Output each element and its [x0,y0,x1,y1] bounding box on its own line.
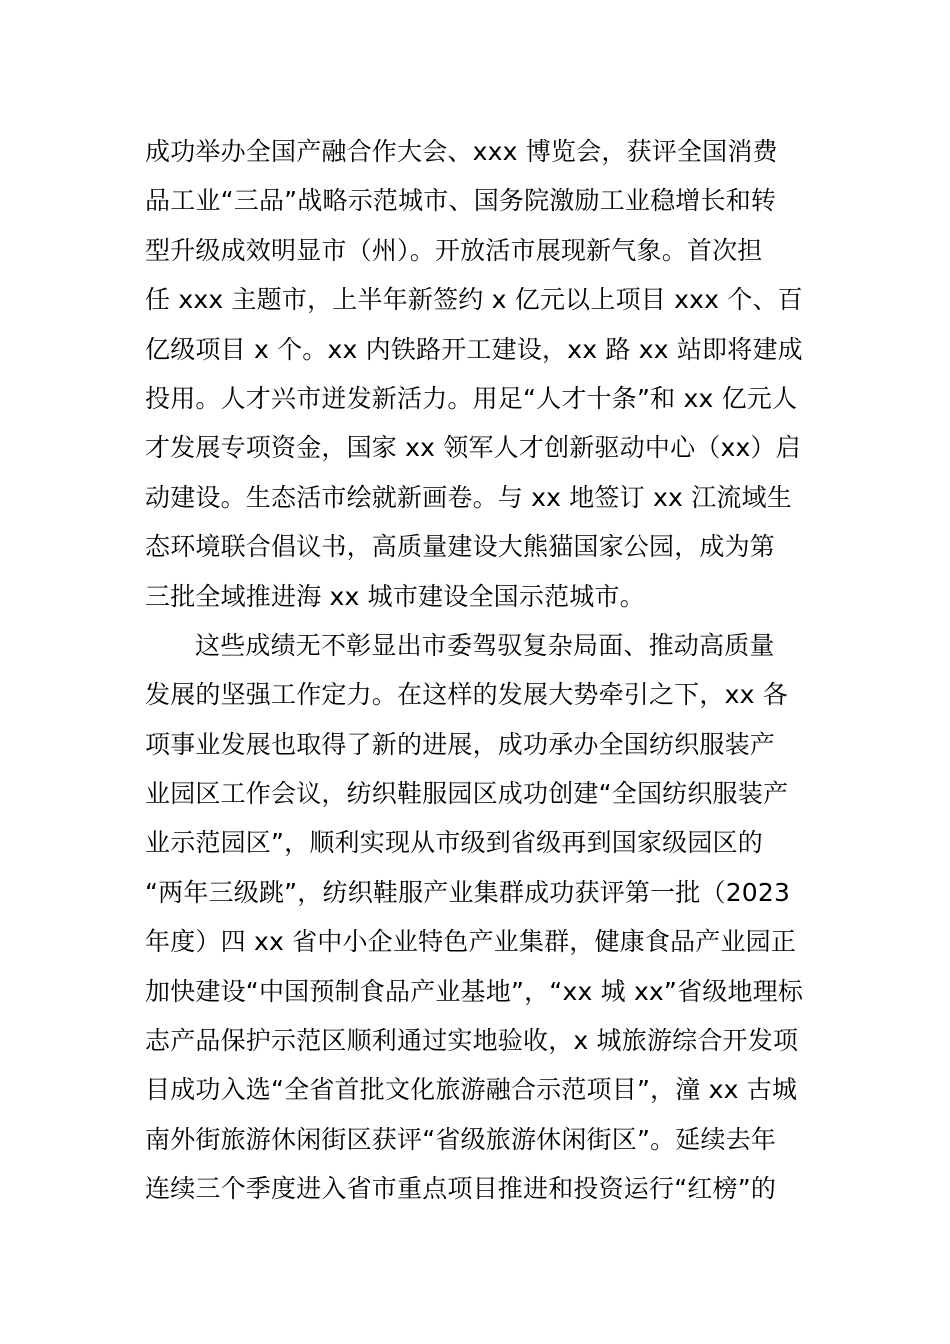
text-line: 品工业“三品”战略示范城市、国务院激励工业稳增长和转 [145,186,777,216]
text-line: 成功举办全国产融合作大会、xxx 博览会，获评全国消费 [145,137,778,166]
body-text [145,127,815,1214]
text-line: 加快建设“中国预制食品产业基地”，“xx 城 xx”省级地理标 [145,976,804,1006]
text-line: 才发展专项资金，国家 xx 领军人才创新驱动中心（xx）启 [145,433,801,463]
text-line: 年度）四 xx 省中小企业特色产业集群，健康食品产业园正 [145,927,797,957]
paragraph-start-line: 这些成绩无不彰显出市委驾驭复杂局面、推动高质量 [195,630,775,660]
text-line: 态环境联合倡议书，高质量建设大熊猫国家公园，成为第 [145,532,776,562]
text-line: “两年三级跳”，纺织鞋服产业集群成功获评第一批（2023 [145,877,791,907]
text-line: 项事业发展也取得了新的进展，成功承办全国纺织服装产 [145,729,776,759]
text-line: 连续三个季度进入省市重点项目推进和投资运行“红榜”的 [145,1174,777,1204]
text-line: 南外街旅游休闲街区获评“省级旅游休闲街区”。延续去年 [145,1124,777,1154]
text-line: 业园区工作会议，纺织鞋服园区成功创建“全国纺织服装产 [145,779,789,809]
text-line: 业示范园区”，顺利实现从市级到省级再到国家级园区的 [145,828,763,858]
text-line: 亿级项目 x 个。xx 内铁路开工建设，xx 路 xx 站即将建成 [145,334,803,364]
text-line: 任 xxx 主题市，上半年新签约 x 亿元以上项目 xxx 个、百 [145,285,803,315]
text-line: 投用。人才兴市迸发新活力。用足“人才十条”和 xx 亿元人 [145,383,798,413]
text-line: 目成功入选“全省首批文化旅游融合示范项目”，潼 xx 古城 [145,1075,798,1105]
text-line: 发展的坚强工作定力。在这样的发展大势牵引之下，xx 各 [145,680,788,710]
text-line: 动建设。生态活市绘就新画卷。与 xx 地签订 xx 江流域生 [145,482,792,512]
text-line: 志产品保护示范区顺利通过实地验收，x 城旅游综合开发项 [145,1026,799,1056]
text-line: 型升级成效明显市（州）。开放活市展现新气象。首次担 [145,235,763,265]
text-line: 三批全域推进海 xx 城市建设全国示范城市。 [145,581,645,611]
